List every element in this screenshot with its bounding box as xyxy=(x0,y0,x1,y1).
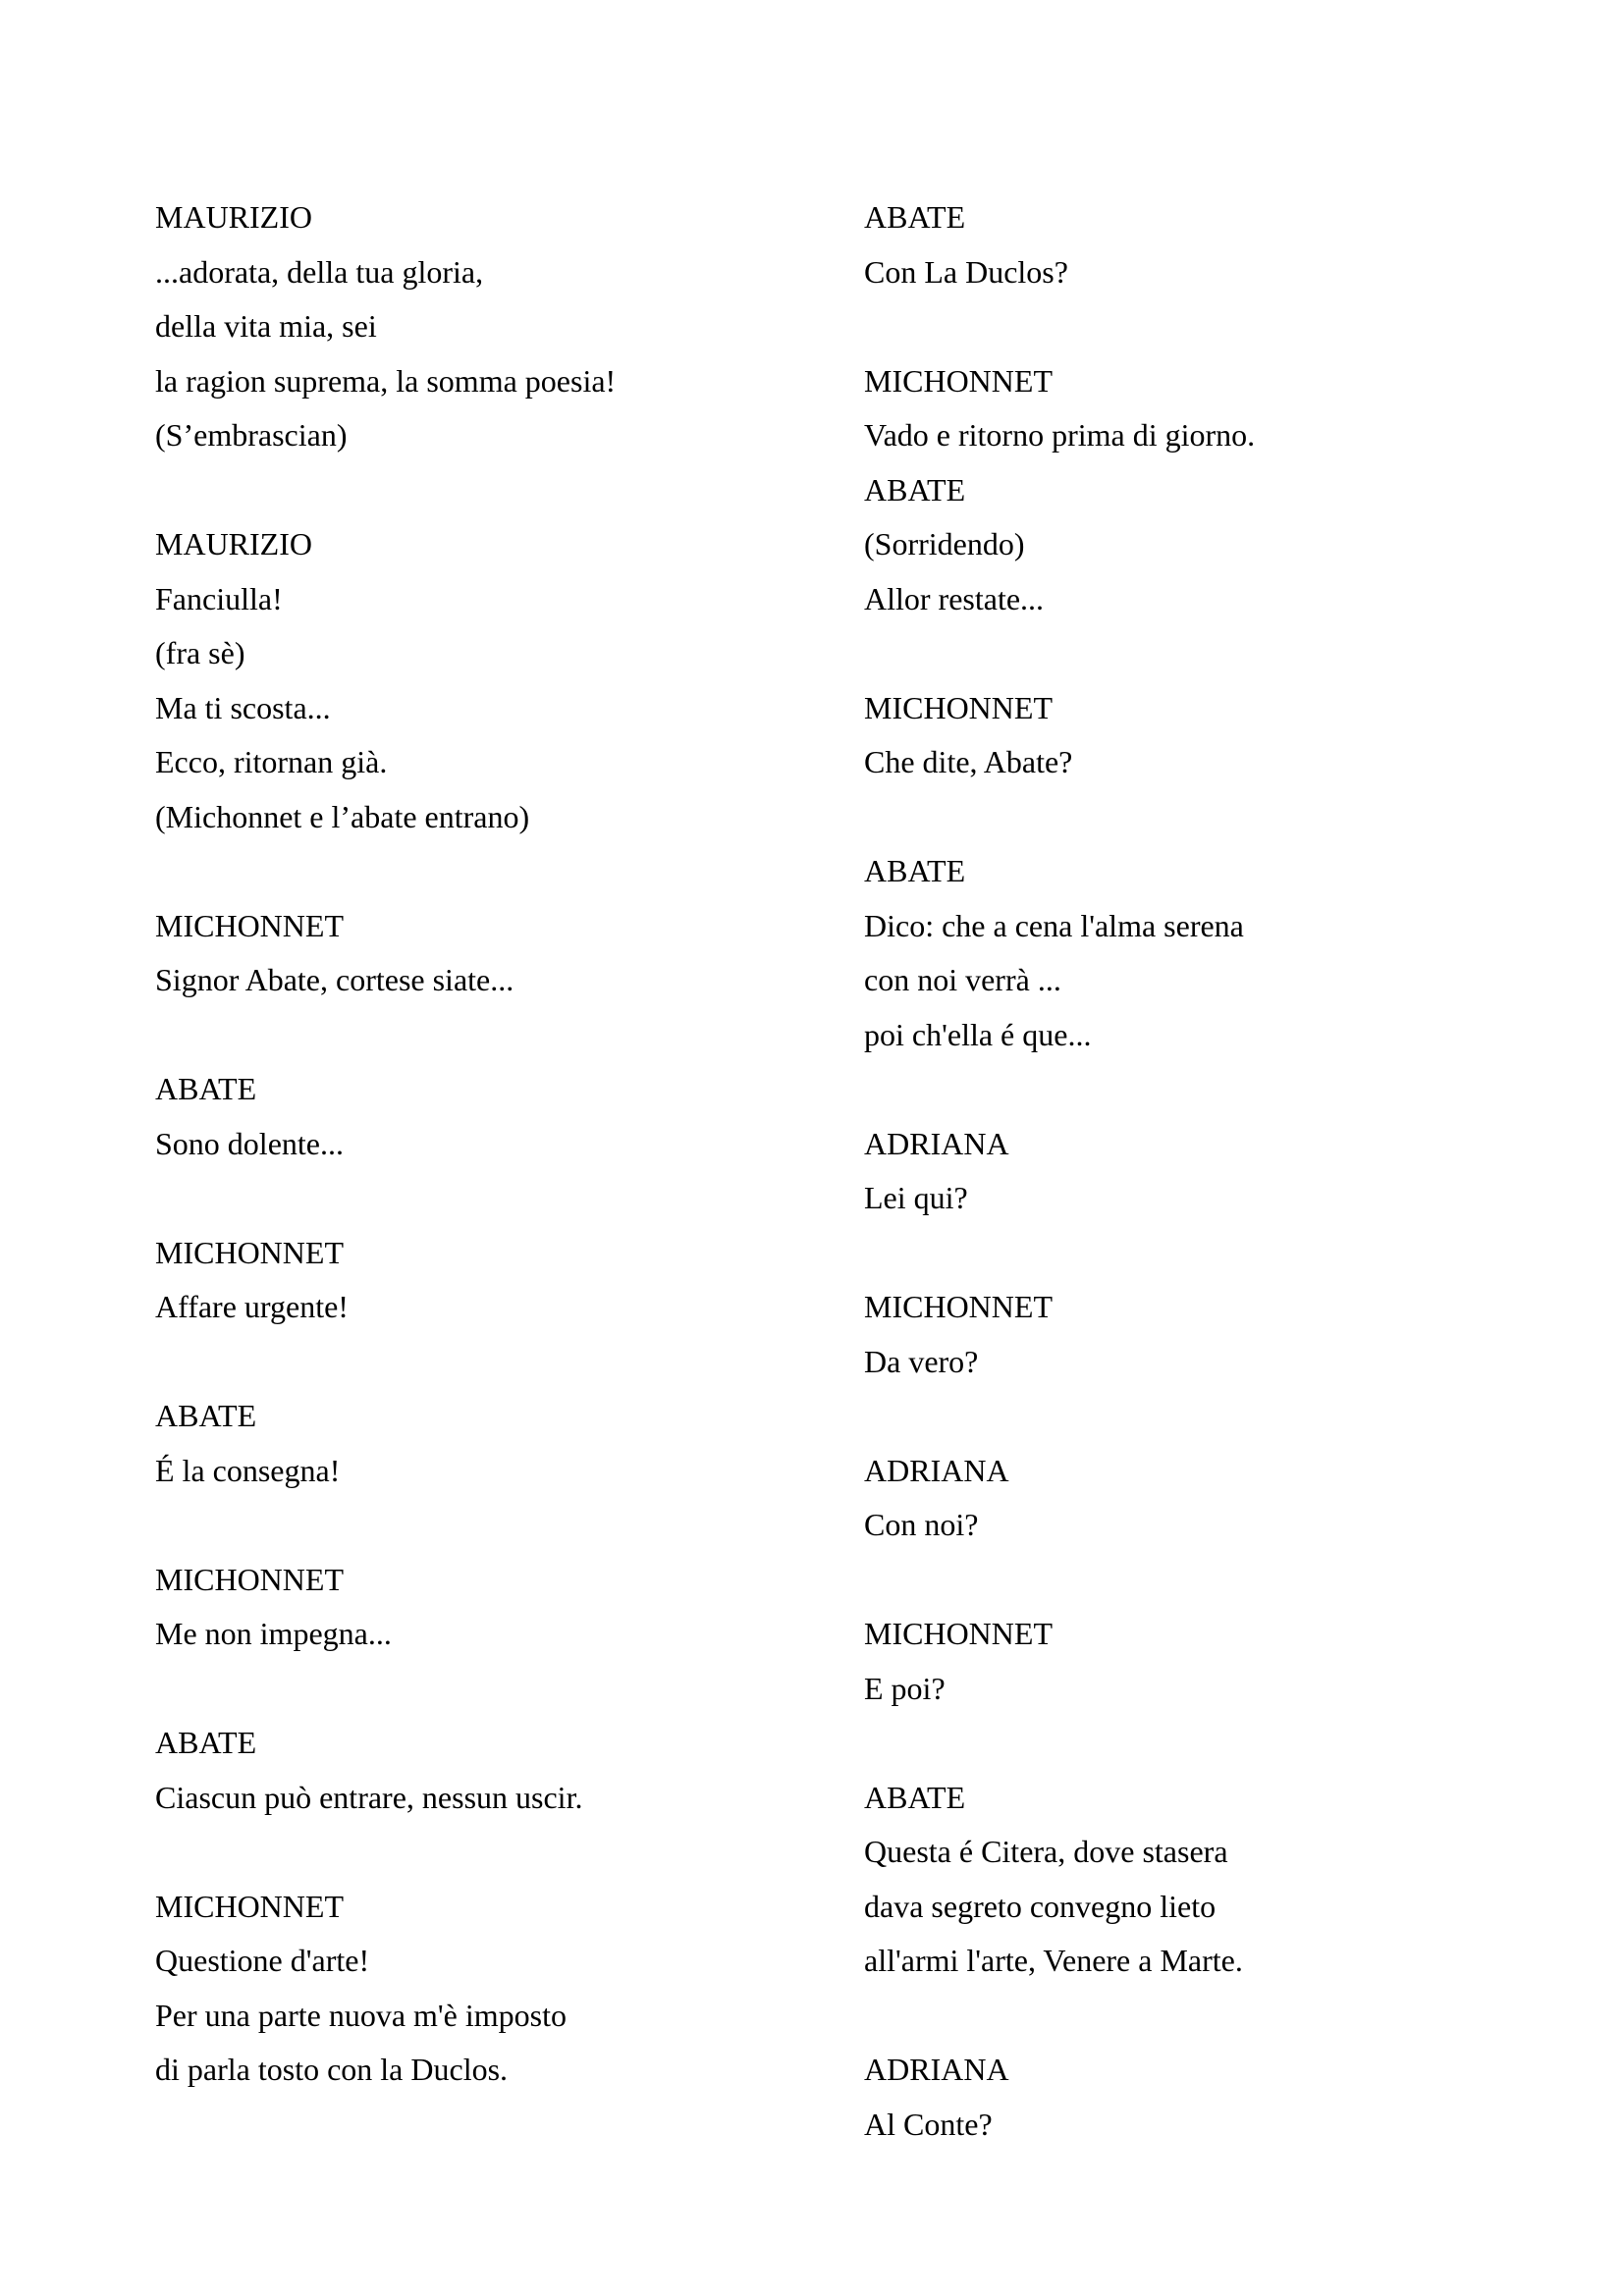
text-line: all'armi l'arte, Venere a Marte. xyxy=(864,1943,1243,1978)
stanza-break xyxy=(864,1989,1492,2044)
text-line: di parla tosto con la Duclos. xyxy=(155,2052,509,2087)
speaker-name: ABATE xyxy=(864,1779,966,1815)
text-line: Ecco, ritornan già. xyxy=(155,744,388,779)
stanza-break xyxy=(155,1008,784,1063)
text-line: Affare urgente! xyxy=(155,1289,349,1324)
text-line: con noi verrà ... xyxy=(864,962,1061,997)
text-line: Dico: che a cena l'alma serena xyxy=(864,907,1244,943)
text-line: (Sorridendo) xyxy=(864,526,1025,561)
speaker-name: MICHONNET xyxy=(155,1234,344,1270)
text-line: Con noi? xyxy=(864,1507,979,1542)
stanza-break xyxy=(155,1171,784,1226)
speaker-name: MICHONNET xyxy=(155,1888,344,1924)
text-line: Per una parte nuova m'è imposto xyxy=(155,1997,567,2033)
text-line: Che dite, Abate? xyxy=(864,744,1073,779)
text-line: É la consegna! xyxy=(155,1452,341,1488)
stanza-break xyxy=(155,463,784,518)
text-line: Questione d'arte! xyxy=(155,1943,370,1978)
stanza-break xyxy=(864,1716,1492,1771)
text-line: Da vero? xyxy=(864,1343,979,1379)
stanza-break xyxy=(155,1498,784,1553)
text-line: Signor Abate, cortese siate... xyxy=(155,962,514,997)
text-line: Al Conte? xyxy=(864,2106,993,2142)
speaker-name: ABATE xyxy=(864,471,966,507)
stanza-break xyxy=(864,1062,1492,1117)
left-text-column xyxy=(155,190,784,2098)
speaker-name: MICHONNET xyxy=(155,1561,344,1597)
text-line: E poi? xyxy=(864,1670,946,1706)
text-line: la ragion suprema, la somma poesia! xyxy=(155,362,617,399)
speaker-name: MICHONNET xyxy=(864,362,1053,399)
stanza-break xyxy=(864,1553,1492,1608)
text-line: Vado e ritorno prima di giorno. xyxy=(864,417,1256,453)
speaker-name: ABATE xyxy=(155,1398,257,1433)
right-text-column xyxy=(864,190,1492,2152)
text-line: (fra sè) xyxy=(155,635,245,670)
speaker-name: MICHONNET xyxy=(864,1616,1053,1651)
text-line: Con La Duclos? xyxy=(864,253,1068,290)
speaker-name: ABATE xyxy=(864,199,966,235)
text-line: Questa é Citera, dove stasera xyxy=(864,1834,1228,1869)
speaker-name: ADRIANA xyxy=(864,1452,1009,1488)
speaker-name: ABATE xyxy=(155,1071,257,1106)
speaker-name: MICHONNET xyxy=(864,689,1053,725)
stanza-break xyxy=(155,1335,784,1390)
speaker-name: ADRIANA xyxy=(864,1125,1009,1161)
text-line: Allor restate... xyxy=(864,580,1045,616)
text-line: dava segreto convegno lieto xyxy=(864,1888,1217,1924)
text-line: Lei qui? xyxy=(864,1180,968,1215)
text-line: ...adorata, della tua gloria, xyxy=(155,253,484,290)
stanza-break xyxy=(155,1662,784,1717)
speaker-name: MICHONNET xyxy=(864,1289,1053,1324)
text-line: Ciascun può entrare, nessun uscir. xyxy=(155,1779,583,1815)
stanza-break xyxy=(864,299,1492,354)
stanza-break xyxy=(864,1389,1492,1444)
text-line: della vita mia, sei xyxy=(155,308,377,344)
speaker-name: ABATE xyxy=(864,853,966,888)
stanza-break xyxy=(864,626,1492,681)
text-line: Fanciulla! xyxy=(155,580,283,616)
stanza-break xyxy=(864,1226,1492,1281)
speaker-name: MAURIZIO xyxy=(155,199,312,235)
text-line: Sono dolente... xyxy=(155,1125,344,1161)
text-line: Me non impegna... xyxy=(155,1616,392,1651)
speaker-name: ABATE xyxy=(155,1725,257,1760)
text-line: (Michonnet e l’abate entrano) xyxy=(155,798,530,834)
speaker-name: ADRIANA xyxy=(864,2052,1009,2087)
stanza-break xyxy=(864,790,1492,845)
text-line: poi ch'ella é que... xyxy=(864,1016,1092,1052)
speaker-name: MICHONNET xyxy=(155,907,344,943)
stanza-break xyxy=(155,1825,784,1880)
speaker-name: MAURIZIO xyxy=(155,526,312,561)
text-line: Ma ti scosta... xyxy=(155,689,331,725)
stanza-break xyxy=(155,844,784,899)
text-line: (S’embrascian) xyxy=(155,417,348,453)
